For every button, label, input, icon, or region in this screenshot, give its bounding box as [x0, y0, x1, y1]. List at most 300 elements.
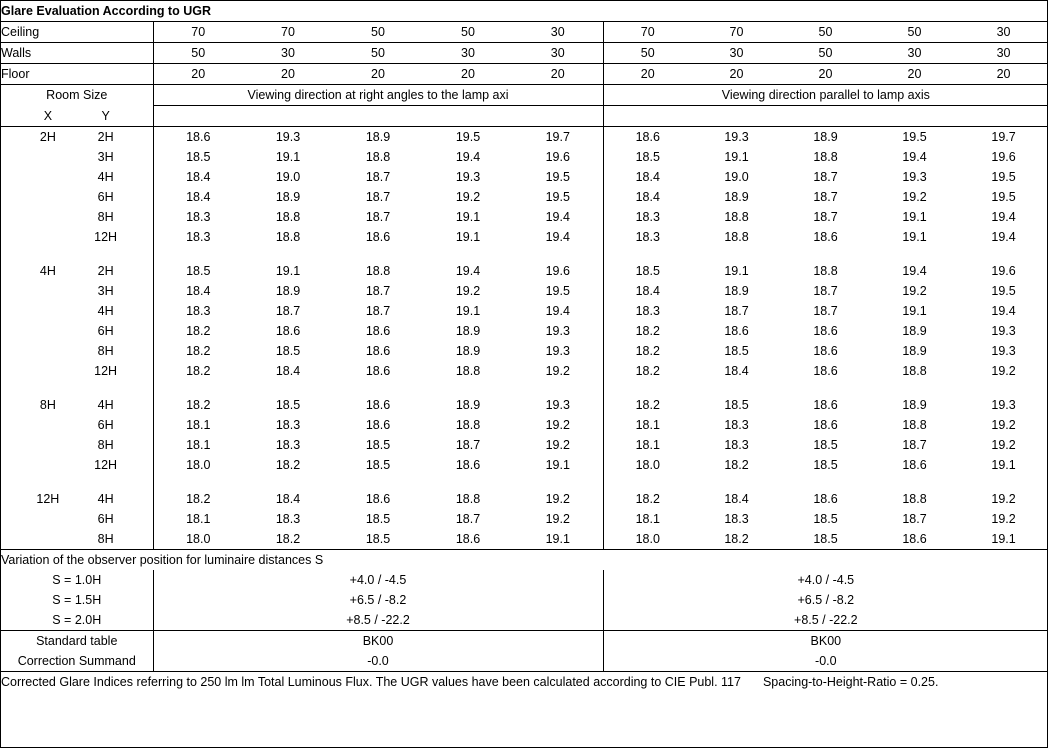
floor-value: 20 [692, 64, 781, 85]
footer-note: Corrected Glare Indices referring to 250 lm lm Total Luminous Flux. The UGR values have been calculated according to CIE Publ. 117 [1, 675, 741, 689]
ugr-value: 19.1 [455, 210, 481, 224]
title-row [1, 1, 1048, 22]
table-row [1, 261, 1048, 281]
room-x [19, 509, 77, 529]
ugr-value: 19.2 [545, 364, 570, 378]
row-size-labels [1, 361, 153, 381]
floor-value: 20 [153, 64, 243, 85]
ugr-value: 18.9 [902, 344, 927, 358]
ugr-value: 19.3 [902, 170, 927, 184]
ugr-value: 18.6 [813, 398, 838, 412]
ugr-value: 18.7 [455, 438, 481, 452]
floor-value: 20 [423, 64, 513, 85]
variation-title-row [1, 550, 1048, 571]
room-y: 6H [97, 512, 114, 526]
ugr-value: 19.4 [991, 210, 1016, 224]
direction-header-parallel: Viewing direction parallel to lamp axis [603, 85, 1048, 106]
room-y: 12H [94, 230, 118, 244]
room-y: 6H [97, 418, 114, 432]
ugr-value: 18.7 [902, 512, 927, 526]
ugr-value: 18.6 [813, 344, 838, 358]
row-size-labels [1, 187, 153, 207]
room-x: 2H [39, 130, 56, 144]
table-row [1, 167, 1048, 187]
ugr-value: 18.0 [186, 458, 211, 472]
ugr-value: 19.2 [545, 492, 570, 506]
row-size-labels [1, 127, 153, 148]
ugr-value: 18.8 [275, 230, 301, 244]
ugr-value: 18.9 [365, 130, 391, 144]
table-row [1, 415, 1048, 435]
ugr-value: 19.5 [902, 130, 927, 144]
room-x [19, 415, 77, 435]
ugr-value: 18.6 [365, 418, 391, 432]
ugr-value: 18.4 [275, 364, 301, 378]
ugr-value: 18.5 [275, 398, 301, 412]
ugr-value: 18.5 [365, 438, 391, 452]
table-row [1, 455, 1048, 475]
ugr-value: 19.1 [991, 458, 1016, 472]
ugr-value: 18.7 [902, 438, 927, 452]
row-size-labels [1, 301, 153, 321]
row-size-labels [1, 281, 153, 301]
ugr-value: 19.1 [902, 230, 927, 244]
table-row [1, 281, 1048, 301]
variation-row [1, 570, 1048, 590]
ugr-value: 18.6 [455, 458, 481, 472]
row-label-walls: Walls [1, 43, 153, 64]
ugr-value: 18.6 [603, 127, 692, 148]
walls-value: 30 [423, 43, 513, 64]
ugr-table [1, 1, 1048, 692]
ugr-value: 18.9 [813, 130, 838, 144]
ugr-value: 18.6 [365, 492, 391, 506]
ugr-value: 19.3 [545, 324, 570, 338]
floor-value: 20 [513, 64, 603, 85]
room-x [19, 455, 77, 475]
ugr-value: 19.4 [991, 230, 1016, 244]
axis-labels [1, 106, 153, 127]
ugr-value: 18.3 [275, 438, 301, 452]
table-row [1, 227, 1048, 247]
ugr-value: 18.2 [724, 532, 749, 546]
row-size-labels [1, 167, 153, 187]
ugr-value: 19.2 [545, 438, 570, 452]
ugr-value: 18.2 [603, 361, 692, 381]
ugr-value: 19.7 [991, 130, 1016, 144]
room-x [19, 281, 77, 301]
ugr-value: 18.6 [365, 364, 391, 378]
ugr-value: 18.6 [813, 324, 838, 338]
ugr-value: 19.4 [545, 210, 570, 224]
ugr-value: 18.6 [365, 230, 391, 244]
ugr-value: 19.4 [991, 304, 1016, 318]
s-value-left: +4.0 / -4.5 [349, 573, 407, 587]
ugr-value: 19.2 [455, 284, 481, 298]
ugr-value: 18.6 [902, 458, 927, 472]
ugr-value: 19.5 [991, 284, 1016, 298]
ugr-value: 18.2 [186, 492, 211, 506]
ugr-value: 19.3 [991, 344, 1016, 358]
room-x: 12H [36, 492, 60, 506]
group-spacer [1, 381, 1048, 395]
ugr-value: 19.5 [991, 170, 1016, 184]
room-y: 8H [97, 344, 114, 358]
ugr-value: 19.2 [545, 512, 570, 526]
room-y: 12H [94, 364, 118, 378]
row-size-labels [1, 489, 153, 509]
group-spacer [1, 475, 1048, 489]
table-row [1, 395, 1048, 415]
ugr-value: 18.7 [813, 190, 838, 204]
ugr-value: 18.5 [813, 458, 838, 472]
room-y: 2H [97, 130, 114, 144]
ugr-value: 18.8 [902, 364, 927, 378]
group-spacer [1, 247, 1048, 261]
ugr-value: 18.6 [813, 418, 838, 432]
row-label-ceiling: Ceiling [1, 22, 153, 43]
room-x [19, 529, 77, 549]
s-label: S = 2.0H [1, 610, 153, 631]
row-size-labels [1, 227, 153, 247]
ugr-value: 18.8 [724, 230, 749, 244]
room-x [19, 167, 77, 187]
ugr-value: 19.2 [991, 364, 1016, 378]
ugr-value: 18.4 [186, 284, 211, 298]
row-size-labels [1, 415, 153, 435]
ugr-value: 19.3 [991, 324, 1016, 338]
ugr-value: 19.1 [724, 150, 749, 164]
ugr-value: 18.3 [603, 207, 692, 227]
ugr-value: 19.4 [902, 150, 927, 164]
walls-value: 30 [243, 43, 333, 64]
variation-title: Variation of the observer position for luminaire distances S [1, 550, 1048, 571]
spacing-to-height-ratio: Spacing-to-Height-Ratio = 0.25. [762, 675, 939, 689]
ugr-value: 18.4 [275, 492, 301, 506]
ugr-value: 19.6 [545, 150, 570, 164]
row-size-labels [1, 261, 153, 281]
s-value-left: +8.5 / -22.2 [346, 613, 410, 627]
ugr-value: 18.7 [813, 284, 838, 298]
ugr-value: 18.4 [186, 170, 211, 184]
room-y: 8H [97, 210, 114, 224]
ceiling-value: 50 [333, 22, 423, 43]
ugr-value: 19.4 [545, 304, 570, 318]
ugr-value: 19.2 [991, 512, 1016, 526]
ugr-value: 18.7 [724, 304, 749, 318]
table-row [1, 321, 1048, 341]
ugr-value: 18.5 [724, 344, 749, 358]
row-size-labels [1, 529, 153, 550]
room-y: 6H [97, 190, 114, 204]
ugr-value: 19.7 [545, 130, 570, 144]
ugr-value: 18.6 [275, 324, 301, 338]
table-row [1, 489, 1048, 509]
footer-row [1, 672, 1048, 693]
ugr-value: 18.8 [813, 264, 838, 278]
reflectance-row-ceiling [1, 22, 1048, 43]
ugr-value: 18.7 [813, 304, 838, 318]
ugr-value: 18.5 [275, 344, 301, 358]
ugr-value: 19.1 [455, 230, 481, 244]
standard-table-label: Standard table [1, 631, 153, 652]
room-x [19, 147, 77, 167]
ugr-value: 19.1 [902, 210, 927, 224]
ugr-value: 19.5 [545, 170, 570, 184]
ugr-value: 18.8 [724, 210, 749, 224]
ugr-value: 18.5 [813, 512, 838, 526]
ugr-value: 18.3 [275, 512, 301, 526]
room-x [19, 301, 77, 321]
ugr-value: 18.3 [186, 304, 211, 318]
ugr-value: 18.8 [813, 150, 838, 164]
room-y: 8H [97, 438, 114, 452]
ugr-value: 18.9 [275, 284, 301, 298]
ugr-value: 18.3 [603, 301, 692, 321]
reflectance-row-floor [1, 64, 1048, 85]
ugr-value: 18.9 [455, 324, 481, 338]
ugr-value: 18.9 [724, 284, 749, 298]
s-label: S = 1.0H [1, 570, 153, 590]
ugr-value: 19.4 [545, 230, 570, 244]
room-x [19, 341, 77, 361]
ugr-value: 18.6 [724, 324, 749, 338]
s-value-right: +4.0 / -4.5 [603, 570, 1048, 590]
ugr-value: 18.5 [724, 398, 749, 412]
axis-spacer-right [603, 106, 1048, 127]
ugr-value: 18.5 [813, 438, 838, 452]
room-y: 12H [94, 458, 118, 472]
ugr-value: 18.6 [902, 532, 927, 546]
ugr-value: 19.0 [275, 170, 301, 184]
row-label-floor: Floor [1, 64, 153, 85]
ugr-value: 18.2 [186, 324, 211, 338]
ugr-value: 18.5 [365, 512, 391, 526]
table-row [1, 361, 1048, 381]
ugr-value: 19.1 [991, 532, 1016, 546]
ugr-value: 18.7 [365, 284, 391, 298]
ugr-value: 19.2 [991, 418, 1016, 432]
ugr-value: 18.7 [455, 512, 481, 526]
table-row [1, 127, 1048, 148]
ugr-value: 18.5 [813, 532, 838, 546]
ugr-value: 18.2 [186, 344, 211, 358]
table-row [1, 435, 1048, 455]
ugr-value: 18.2 [603, 341, 692, 361]
walls-value: 30 [959, 43, 1048, 64]
walls-value: 30 [692, 43, 781, 64]
room-x [19, 435, 77, 455]
ugr-value: 18.9 [275, 190, 301, 204]
ugr-value: 18.1 [186, 418, 211, 432]
floor-value: 20 [243, 64, 333, 85]
ugr-value: 18.5 [186, 150, 211, 164]
correction-summand-label: Correction Summand [1, 651, 153, 672]
ugr-value: 19.5 [545, 190, 570, 204]
room-size-header: Room Size [1, 85, 153, 106]
correction-summand-right: -0.0 [603, 651, 1048, 672]
ugr-value: 18.7 [365, 190, 391, 204]
ugr-value: 19.6 [991, 150, 1016, 164]
row-size-labels [1, 207, 153, 227]
standard-table-row [1, 631, 1048, 652]
ugr-value: 18.0 [603, 529, 692, 550]
ugr-value: 18.6 [186, 130, 211, 144]
ugr-value: 18.5 [186, 264, 211, 278]
ugr-value: 18.3 [186, 210, 211, 224]
correction-summand-left: -0.0 [153, 651, 603, 672]
room-y: 4H [97, 304, 114, 318]
ugr-value: 19.3 [545, 398, 570, 412]
ugr-value: 19.4 [455, 150, 481, 164]
row-size-labels [1, 395, 153, 415]
floor-value: 20 [870, 64, 959, 85]
ceiling-value: 50 [781, 22, 870, 43]
ugr-value: 19.2 [902, 284, 927, 298]
room-y: 2H [97, 264, 114, 278]
variation-row [1, 610, 1048, 631]
ugr-value: 19.5 [545, 284, 570, 298]
ugr-value: 18.2 [603, 395, 692, 415]
axis-y-label: Y [101, 108, 110, 123]
ugr-value: 18.4 [186, 190, 211, 204]
ugr-value: 18.8 [365, 150, 391, 164]
room-x [19, 321, 77, 341]
variation-row [1, 590, 1048, 610]
room-y: 8H [97, 532, 114, 546]
ugr-value: 19.3 [455, 170, 481, 184]
ugr-value: 18.6 [813, 492, 838, 506]
ugr-value: 18.9 [902, 324, 927, 338]
ugr-value: 18.0 [603, 455, 692, 475]
room-x [19, 187, 77, 207]
ceiling-value: 50 [870, 22, 959, 43]
ugr-value: 18.8 [455, 364, 481, 378]
table-row [1, 187, 1048, 207]
ugr-value: 18.9 [455, 344, 481, 358]
ugr-value: 19.1 [275, 264, 301, 278]
correction-summand-row [1, 651, 1048, 672]
table-row [1, 301, 1048, 321]
ugr-value: 18.6 [365, 398, 391, 412]
walls-value: 30 [513, 43, 603, 64]
ugr-value: 18.8 [455, 418, 481, 432]
ugr-value: 19.3 [724, 130, 749, 144]
row-size-labels [1, 455, 153, 475]
room-y: 4H [97, 398, 114, 412]
ceiling-value: 70 [692, 22, 781, 43]
ugr-value: 19.1 [724, 264, 749, 278]
room-y: 4H [97, 492, 114, 506]
room-x: 8H [39, 398, 56, 412]
ugr-value: 19.6 [545, 264, 570, 278]
floor-value: 20 [603, 64, 692, 85]
ugr-value: 18.6 [365, 344, 391, 358]
ugr-value: 18.6 [813, 230, 838, 244]
standard-table-right: BK00 [603, 631, 1048, 652]
axis-label-row [1, 106, 1048, 127]
s-value-right: +6.5 / -8.2 [603, 590, 1048, 610]
row-size-labels [1, 321, 153, 341]
ugr-value: 18.9 [455, 398, 481, 412]
ceiling-value: 70 [243, 22, 333, 43]
ugr-value: 18.3 [724, 438, 749, 452]
ugr-value: 18.2 [603, 489, 692, 509]
ugr-value: 18.2 [275, 458, 301, 472]
ugr-value: 18.7 [813, 170, 838, 184]
ugr-value: 19.2 [455, 190, 481, 204]
ugr-value: 18.1 [603, 415, 692, 435]
ugr-value: 19.4 [455, 264, 481, 278]
ugr-value: 19.3 [275, 130, 301, 144]
axis-x-label: X [43, 108, 53, 123]
ugr-value: 18.5 [365, 458, 391, 472]
room-y: 6H [97, 324, 114, 338]
walls-value: 50 [781, 43, 870, 64]
ugr-value: 18.0 [186, 532, 211, 546]
ugr-value: 19.1 [902, 304, 927, 318]
ugr-value: 18.9 [902, 398, 927, 412]
ugr-value: 19.1 [545, 532, 570, 546]
ugr-value: 19.2 [902, 190, 927, 204]
ugr-value: 18.8 [902, 492, 927, 506]
row-size-labels [1, 435, 153, 455]
s-label: S = 1.5H [1, 590, 153, 610]
ugr-value: 19.5 [991, 190, 1016, 204]
s-value-left: +6.5 / -8.2 [349, 593, 407, 607]
ceiling-value: 50 [423, 22, 513, 43]
ugr-value: 18.2 [186, 364, 211, 378]
room-x [19, 207, 77, 227]
ugr-value: 19.1 [545, 458, 570, 472]
ugr-value: 19.5 [455, 130, 481, 144]
ugr-value: 18.3 [724, 418, 749, 432]
page-title: Glare Evaluation According to UGR [1, 1, 1048, 22]
ugr-value: 18.6 [813, 364, 838, 378]
ugr-value: 18.8 [902, 418, 927, 432]
ugr-value: 18.7 [365, 304, 391, 318]
ugr-value: 18.6 [365, 324, 391, 338]
floor-value: 20 [333, 64, 423, 85]
table-row [1, 529, 1048, 550]
ugr-value: 18.1 [186, 438, 211, 452]
s-value-right: +8.5 / -22.2 [603, 610, 1048, 631]
ugr-value: 19.4 [902, 264, 927, 278]
walls-value: 50 [153, 43, 243, 64]
ugr-value: 18.2 [186, 398, 211, 412]
ugr-value: 19.1 [455, 304, 481, 318]
ugr-value: 18.2 [603, 321, 692, 341]
ugr-value: 18.1 [603, 435, 692, 455]
ugr-value: 18.8 [275, 210, 301, 224]
row-size-labels [1, 147, 153, 167]
ugr-value: 18.2 [275, 532, 301, 546]
ugr-value: 18.4 [603, 167, 692, 187]
ugr-value: 18.1 [186, 512, 211, 526]
room-y: 3H [97, 150, 114, 164]
row-size-labels [1, 509, 153, 529]
direction-header-perpendicular: Viewing direction at right angles to the lamp axi [153, 85, 603, 106]
ugr-value: 19.3 [991, 398, 1016, 412]
ugr-value: 18.5 [365, 532, 391, 546]
walls-value: 50 [603, 43, 692, 64]
ugr-value: 18.5 [603, 261, 692, 281]
axis-spacer-left [153, 106, 603, 127]
ugr-value: 18.7 [275, 304, 301, 318]
ugr-value: 18.3 [186, 230, 211, 244]
ugr-value: 18.7 [365, 170, 391, 184]
ceiling-value: 70 [603, 22, 692, 43]
